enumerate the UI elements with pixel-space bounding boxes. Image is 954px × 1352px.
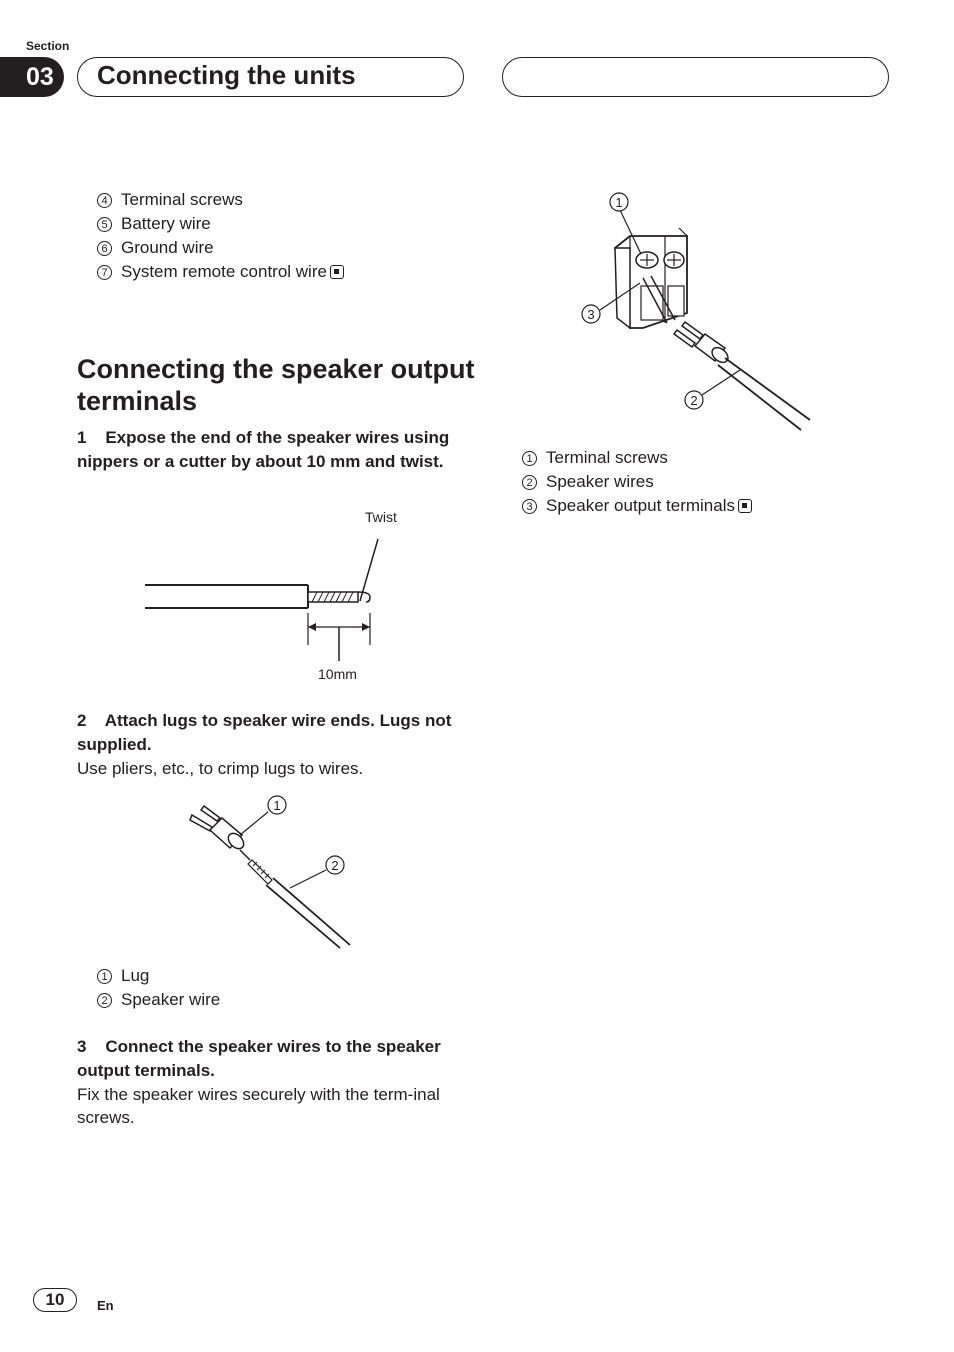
section-number-badge: 03 [0, 57, 64, 97]
end-mark-icon [330, 265, 344, 279]
list-item [97, 236, 344, 260]
section-title: Connecting the units [97, 60, 356, 90]
length-label: 10mm [318, 666, 357, 682]
callout-number: 2 [522, 475, 537, 490]
bare-wire-strands [248, 860, 272, 884]
step-3-body: Fix the speaker wires securely with the term-inal screws. [77, 1085, 440, 1127]
list-item-label: Terminal screws [546, 448, 668, 467]
lug-terminal [190, 806, 247, 852]
step-2-body: Use pliers, etc., to crimp lugs to wires. [77, 759, 364, 778]
terminal-block [615, 228, 687, 328]
list-item-label: Speaker output terminals [546, 496, 735, 515]
speaker-wire-edge-top [725, 358, 810, 420]
list-item [97, 964, 220, 988]
speaker-wire-edge-bottom [718, 365, 801, 430]
step-1-instruction: 1 Expose the end of the speaker wires using nippers or a cutter by about 10 mm and twist. [77, 428, 454, 471]
callout-2-leader [702, 370, 740, 395]
callout-2-leader [290, 870, 326, 888]
terminal-screw-left [636, 252, 658, 268]
list-item-label: Lug [121, 966, 150, 985]
twist-label: Twist [365, 509, 397, 525]
list-item [97, 988, 220, 1012]
lug-end [674, 322, 731, 365]
list-item-label: Speaker wires [546, 472, 654, 491]
callout-2-text: 2 [690, 393, 698, 408]
list-item [97, 188, 344, 212]
step-2-instruction: 2 Attach lugs to speaker wire ends. Lugs not supplied. [77, 711, 457, 754]
end-mark-icon [738, 499, 752, 513]
page-number: 10 [33, 1288, 77, 1312]
list-item [97, 212, 344, 236]
lug-neck [240, 850, 250, 860]
list-item-label: Battery wire [121, 214, 211, 233]
list-item [522, 494, 752, 518]
terminal-block-figure [575, 188, 825, 438]
section-blank-frame [502, 57, 889, 97]
dimension-arrow-right [362, 623, 370, 631]
callout-number: 4 [97, 193, 112, 208]
lug-callout-list [97, 964, 220, 1012]
top-callout-list [97, 188, 344, 284]
callout-3-text: 3 [587, 307, 595, 322]
callout-1-text: 1 [615, 195, 623, 210]
lug-figure [180, 790, 370, 955]
speaker-wire-bottom-edge [266, 885, 340, 948]
step-3-instruction: 3 Connect the speaker wires to the speaker output terminals. [77, 1037, 446, 1080]
callout-number: 7 [97, 265, 112, 280]
speaker-wire-top-edge [273, 878, 350, 945]
callout-number: 5 [97, 217, 112, 232]
list-item-label: Speaker wire [121, 990, 221, 1009]
terminal-callout-list [522, 446, 752, 518]
list-item-label: Ground wire [121, 238, 214, 257]
callout-number: 3 [522, 499, 537, 514]
list-item-label: System remote control wire [121, 262, 327, 281]
callout-2-text: 2 [331, 858, 339, 873]
list-item [522, 446, 752, 470]
terminal-screw-right [664, 252, 684, 268]
callout-number: 6 [97, 241, 112, 256]
list-item [522, 470, 752, 494]
callout-1-text: 1 [273, 798, 281, 813]
callout-number: 1 [97, 969, 112, 984]
callout-number: 1 [522, 451, 537, 466]
list-item-label: Terminal screws [121, 190, 243, 209]
main-heading: Connecting the speaker output terminals [77, 354, 475, 416]
language-label: En [97, 1298, 114, 1313]
dimension-arrow-left [308, 623, 316, 631]
wire-strip-figure [130, 505, 420, 695]
list-item [97, 260, 344, 284]
section-label: Section [26, 39, 70, 53]
callout-1-leader [240, 812, 268, 835]
callout-number: 2 [97, 993, 112, 1008]
